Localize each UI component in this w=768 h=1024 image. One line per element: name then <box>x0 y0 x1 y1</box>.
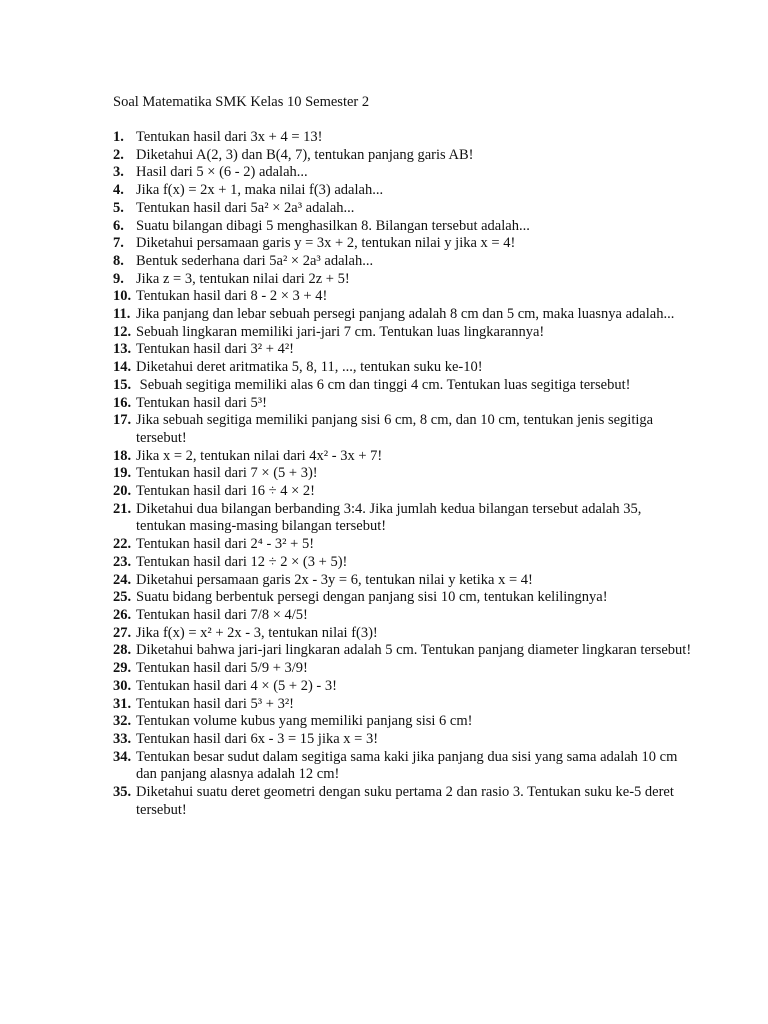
question-item <box>113 359 693 377</box>
question-text: Tentukan hasil dari 7/8 × 4/5! <box>136 606 308 623</box>
question-number: 12. <box>113 323 132 340</box>
question-text: Jika panjang dan lebar sebuah persegi panjang adalah 8 cm dan 5 cm, maka luasnya adalah... <box>136 306 675 323</box>
question-number: 14. <box>113 359 132 376</box>
question-text: Diketahui dua bilangan berbanding 3:4. Jika jumlah kedua bilangan tersebut adalah 35, tentukan masing-masing bilangan tersebut! <box>136 500 645 535</box>
question-number: 16. <box>113 394 132 411</box>
question-text: Tentukan hasil dari 3² + 4²! <box>136 341 294 358</box>
question-number: 33. <box>113 730 132 747</box>
question-number: 25. <box>113 589 132 606</box>
question-text: Diketahui deret aritmatika 5, 8, 11, ..., tentukan suku ke-10! <box>136 359 483 376</box>
question-text: Diketahui suatu deret geometri dengan suku pertama 2 dan rasio 3. Tentukan suku ke-5 deret tersebut! <box>136 784 678 818</box>
question-number: 29. <box>113 660 132 677</box>
question-item <box>113 164 693 182</box>
question-item <box>113 731 693 749</box>
question-item <box>113 341 693 359</box>
question-number: 7. <box>113 235 124 252</box>
question-text: Bentuk sederhana dari 5a² × 2a³ adalah... <box>136 252 374 269</box>
question-item <box>113 129 693 147</box>
question-text: Tentukan hasil dari 7 × (5 + 3)! <box>136 465 318 482</box>
question-number: 18. <box>113 447 132 464</box>
question-item <box>113 218 693 236</box>
question-item <box>113 147 693 165</box>
question-item <box>113 324 693 342</box>
question-number: 35. <box>113 784 132 801</box>
question-item <box>113 501 693 536</box>
question-text: Jika z = 3, tentukan nilai dari 2z + 5! <box>136 270 350 287</box>
question-text: Tentukan hasil dari 8 - 2 × 3 + 4! <box>136 288 328 305</box>
question-text: Suatu bilangan dibagi 5 menghasilkan 8. Bilangan tersebut adalah... <box>136 217 530 234</box>
question-text: Jika f(x) = x² + 2x - 3, tentukan nilai f(3)! <box>136 624 378 641</box>
question-number: 32. <box>113 713 132 730</box>
question-text: Jika f(x) = 2x + 1, maka nilai f(3) adalah... <box>136 182 384 199</box>
question-number: 10. <box>113 288 132 305</box>
question-text: Sebuah segitiga memiliki alas 6 cm dan tinggi 4 cm. Tentukan luas segitiga tersebut! <box>136 376 631 393</box>
question-number: 22. <box>113 536 132 553</box>
question-text: Tentukan hasil dari 3x + 4 = 13! <box>136 129 323 145</box>
question-number: 34. <box>113 748 132 765</box>
question-item <box>113 660 693 678</box>
question-text: Tentukan hasil dari 5/9 + 3/9! <box>136 660 308 677</box>
question-number: 15. <box>113 376 132 393</box>
question-text: Diketahui bahwa jari-jari lingkaran adalah 5 cm. Tentukan panjang diameter lingkaran tersebut! <box>136 642 692 659</box>
question-text: Diketahui persamaan garis 2x - 3y = 6, tentukan nilai y ketika x = 4! <box>136 571 533 588</box>
question-text: Tentukan hasil dari 5a² × 2a³ adalah... <box>136 199 355 216</box>
question-number: 17. <box>113 412 132 429</box>
question-number: 19. <box>113 465 132 482</box>
question-item <box>113 642 693 660</box>
question-item <box>113 536 693 554</box>
question-number: 5. <box>113 199 124 216</box>
question-item <box>113 377 693 395</box>
question-number: 6. <box>113 217 124 234</box>
question-item <box>113 235 693 253</box>
question-number: 28. <box>113 642 132 659</box>
question-number: 13. <box>113 341 132 358</box>
question-item <box>113 678 693 696</box>
question-number: 8. <box>113 252 124 269</box>
question-text: Tentukan hasil dari 5³ + 3²! <box>136 695 294 712</box>
question-item <box>113 182 693 200</box>
question-item <box>113 395 693 413</box>
question-item <box>113 625 693 643</box>
question-number: 31. <box>113 695 132 712</box>
question-number: 2. <box>113 146 124 163</box>
question-item <box>113 448 693 466</box>
question-text: Tentukan hasil dari 16 ÷ 4 × 2! <box>136 483 316 500</box>
question-number: 11. <box>113 306 131 323</box>
question-text: Tentukan hasil dari 2⁴ - 3² + 5! <box>136 536 315 553</box>
question-text: Jika sebuah segitiga memiliki panjang sisi 6 cm, 8 cm, dan 10 cm, tentukan jenis segitiga tersebut! <box>136 412 657 446</box>
question-text: Diketahui persamaan garis y = 3x + 2, tentukan nilai y jika x = 4! <box>136 235 516 252</box>
question-text: Tentukan hasil dari 6x - 3 = 15 jika x = 3! <box>136 730 379 747</box>
question-item <box>113 200 693 218</box>
question-item <box>113 271 693 289</box>
question-text: Jika x = 2, tentukan nilai dari 4x² - 3x + 7! <box>136 447 383 464</box>
question-number: 24. <box>113 571 132 588</box>
question-number: 21. <box>113 500 132 517</box>
question-number: 3. <box>113 164 124 181</box>
question-text: Suatu bidang berbentuk persegi dengan panjang sisi 10 cm, tentukan kelilingnya! <box>136 589 608 606</box>
question-item <box>113 412 693 447</box>
question-number: 30. <box>113 677 132 694</box>
question-item <box>113 572 693 590</box>
question-number: 23. <box>113 553 132 570</box>
question-text: Tentukan hasil dari 5³! <box>136 394 267 411</box>
document-title: Soal Matematika SMK Kelas 10 Semester 2 <box>113 94 370 110</box>
question-item <box>113 288 693 306</box>
question-text: Tentukan hasil dari 4 × (5 + 2) - 3! <box>136 677 337 694</box>
question-text: Tentukan volume kubus yang memiliki panjang sisi 6 cm! <box>136 713 473 730</box>
question-item <box>113 253 693 271</box>
question-item <box>113 749 693 784</box>
question-item <box>113 589 693 607</box>
question-number: 26. <box>113 606 132 623</box>
question-text: Tentukan hasil dari 12 ÷ 2 × (3 + 5)! <box>136 553 348 570</box>
question-item <box>113 607 693 625</box>
question-number: 1. <box>113 129 124 145</box>
question-item <box>113 483 693 501</box>
question-number: 20. <box>113 483 132 500</box>
question-number: 27. <box>113 624 132 641</box>
question-item <box>113 784 693 819</box>
question-item <box>113 713 693 731</box>
question-item <box>113 554 693 572</box>
question-list <box>113 129 693 819</box>
question-text: Hasil dari 5 × (6 - 2) adalah... <box>136 164 308 181</box>
question-number: 9. <box>113 270 124 287</box>
question-item <box>113 306 693 324</box>
question-number: 4. <box>113 182 124 199</box>
question-text: Diketahui A(2, 3) dan B(4, 7), tentukan panjang garis AB! <box>136 146 474 163</box>
question-item <box>113 696 693 714</box>
question-text: Tentukan besar sudut dalam segitiga sama kaki jika panjang dua sisi yang sama adalah 10 cm dan panjang alasnya adalah 12 cm! <box>136 748 681 783</box>
question-item <box>113 465 693 483</box>
question-text: Sebuah lingkaran memiliki jari-jari 7 cm. Tentukan luas lingkarannya! <box>136 323 545 340</box>
